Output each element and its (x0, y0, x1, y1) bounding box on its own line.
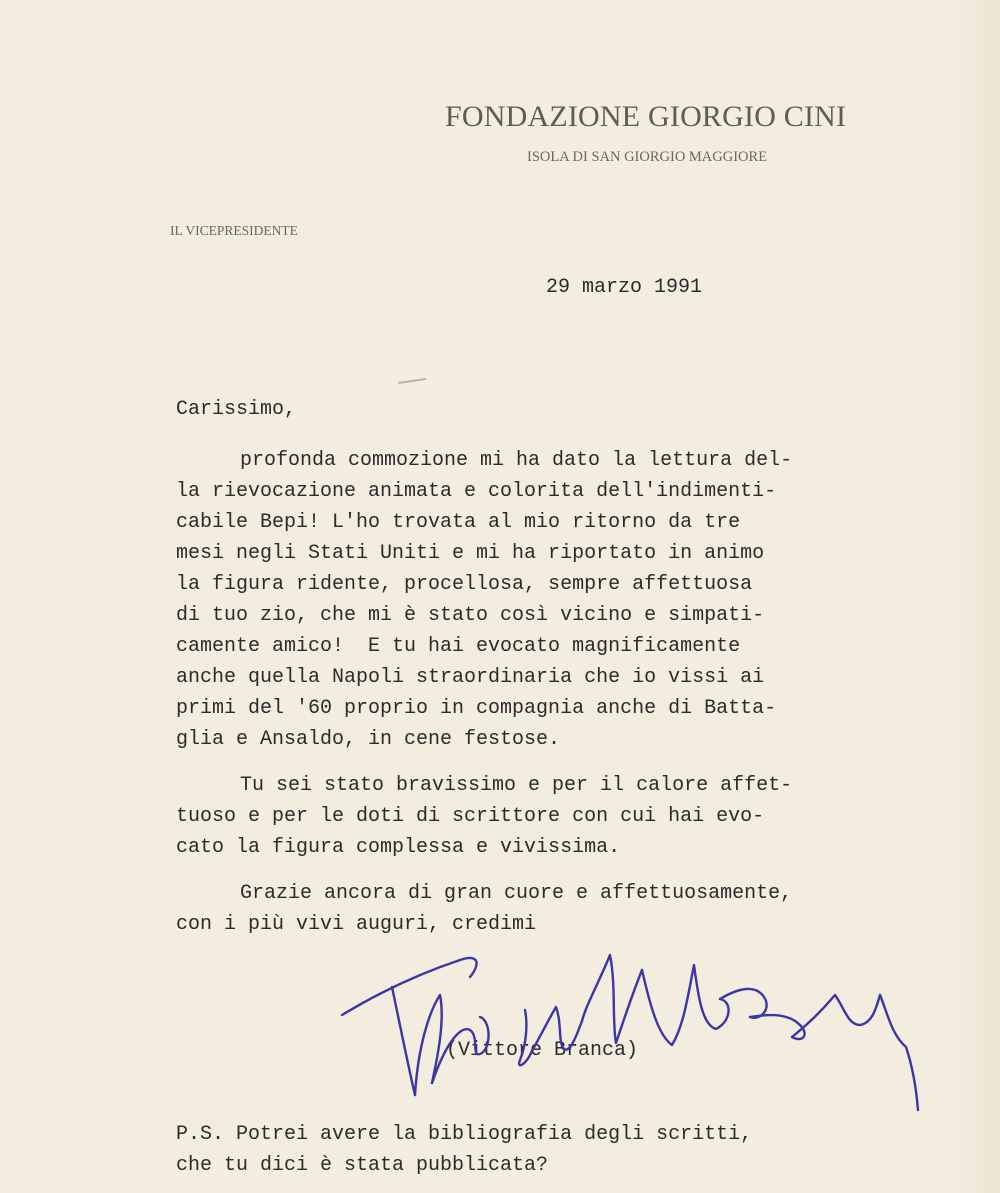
paper-pencil-mark (398, 378, 426, 384)
body-line: camente amico! E tu hai evocato magnificamente (176, 635, 741, 658)
postscript-line: P.S. Potrei avere la bibliografia degli scritti, (176, 1123, 753, 1146)
salutation: Carissimo, (176, 398, 297, 421)
letter-date: 29 marzo 1991 (546, 276, 703, 299)
body-line: mesi negli Stati Uniti e mi ha riportato in animo (176, 542, 765, 565)
body-line: glia e Ansaldo, in cene festose. (176, 728, 561, 751)
postscript-line: che tu dici è stata pubblicata? (176, 1154, 549, 1177)
body-line: cato la figura complessa e vivissima. (176, 836, 621, 859)
body-line: cabile Bepi! L'ho trovata al mio ritorno da tre (176, 511, 741, 534)
body-line: Tu sei stato bravissimo e per il calore affet- (240, 774, 793, 797)
body-line: con i più vivi auguri, credimi (176, 913, 537, 936)
body-line: di tuo zio, che mi è stato così vicino e simpati- (176, 604, 765, 627)
paragraph-1 (176, 445, 876, 755)
letterhead-role: IL VICEPRESIDENTE (170, 223, 298, 238)
body-line: primi del '60 proprio in compagnia anche di Batta- (176, 697, 777, 720)
body-line: Grazie ancora di gran cuore e affettuosamente, (240, 882, 793, 905)
letterhead-name: FONDAZIONE GIORGIO CINI (445, 100, 847, 133)
letter-body (176, 445, 876, 955)
postscript (176, 1119, 752, 1181)
body-line: la rievocazione animata e colorita dell'indimenti- (176, 480, 777, 503)
body-line: la figura ridente, procellosa, sempre affettuosa (176, 573, 753, 596)
paragraph-2 (176, 770, 876, 863)
body-line: tuoso e per le doti di scrittore con cui hai evo- (176, 805, 765, 828)
body-line: anche quella Napoli straordinaria che io vissi ai (176, 666, 765, 689)
typed-signature: (Vittore Branca) (446, 1039, 639, 1062)
handwritten-signature (320, 925, 920, 1115)
letterhead-address: ISOLA DI SAN GIORGIO MAGGIORE (527, 149, 768, 165)
body-line: profonda commozione mi ha dato la lettura del- (240, 449, 793, 472)
